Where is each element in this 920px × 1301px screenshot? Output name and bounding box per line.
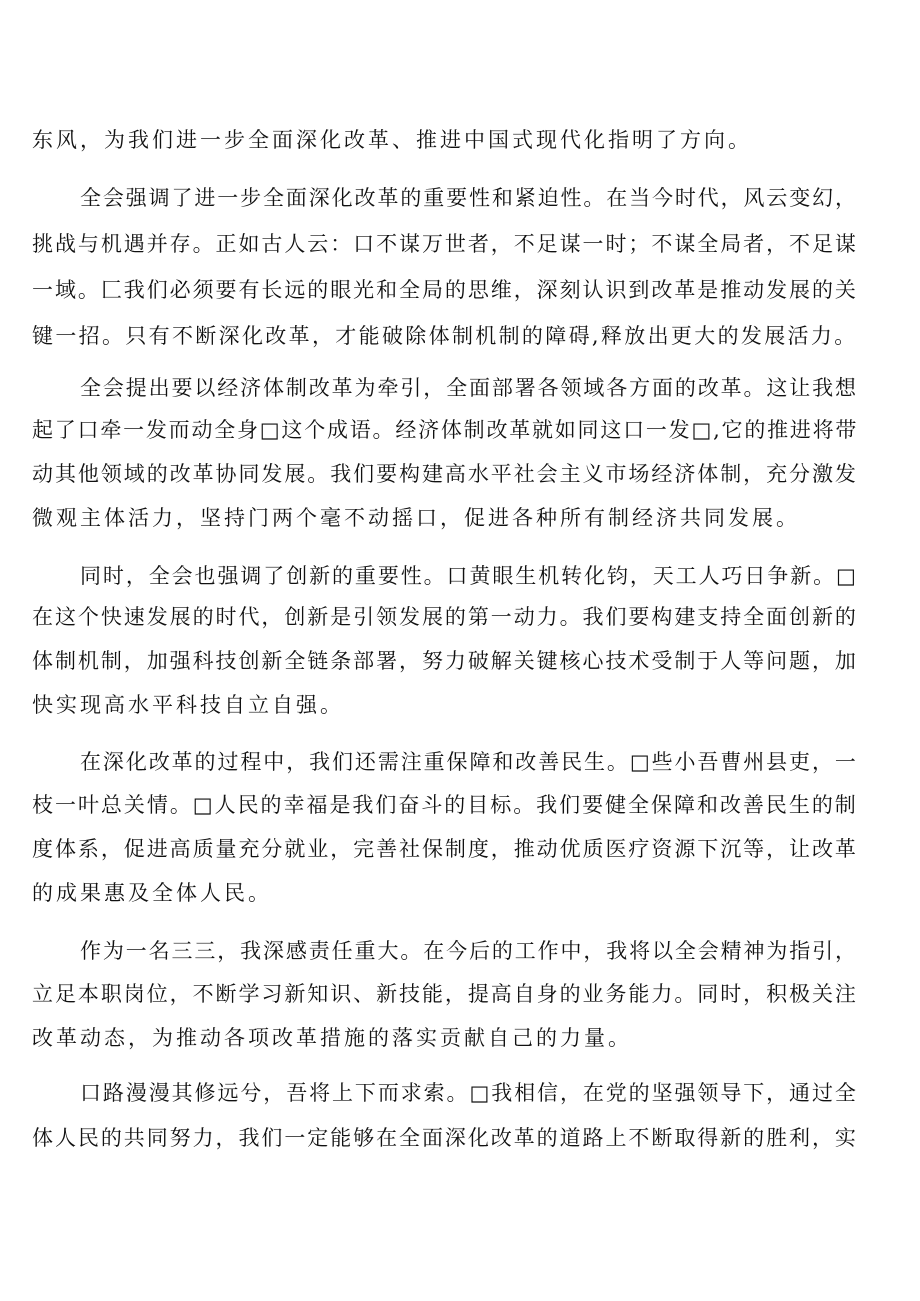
- text-line: 在这个快速发展的时代，创新是引领发展的第一动力。我们要构建支持全面创新的: [32, 605, 858, 629]
- text-line: 起了口牵一发而动全身□这个成语。经济体制改革就如同这口一发□,它的推进将带: [32, 418, 859, 442]
- text-line: 体制机制，加强科技创新全链条部署，努力破解关键核心技术受制于人等问题，加: [32, 649, 858, 673]
- text-line: 立足本职岗位，不断学习新知识、新技能，提高自身的业务能力。同时，积极关注: [32, 982, 858, 1006]
- text-line: 体人民的共同努力，我们一定能够在全面深化改革的道路上不断取得新的胜利，实: [32, 1126, 858, 1150]
- text-line: 一域。匚我们必须要有长远的眼光和全局的思维，深刻认识到改革是推动发展的关: [32, 278, 858, 302]
- text-line: 全会强调了进一步全面深化改革的重要性和紧迫性。在当今时代，风云变幻，: [80, 186, 858, 210]
- text-line: 在深化改革的过程中，我们还需注重保障和改善民生。□些小吾曹州县吏，一: [80, 750, 858, 774]
- text-line: 的成果惠及全体人民。: [32, 881, 272, 905]
- text-line: 全会提出要以经济体制改革为牵引，全面部署各领域各方面的改革。这让我想: [80, 376, 858, 400]
- text-line: 挑战与机遇并存。正如古人云：口不谋万世者，不足谋一时；不谋全局者，不足谋: [32, 232, 858, 256]
- text-line: 度体系，促进高质量充分就业，完善社保制度，推动优质医疗资源下沉等，让改革: [32, 837, 858, 861]
- text-line: 键一招。只有不断深化改革，才能破除体制机制的障碍,释放出更大的发展活力。: [32, 324, 858, 348]
- text-line: 微观主体活力，坚持门两个毫不动摇口，促进各种所有制经济共同发展。: [32, 506, 800, 530]
- text-line: 同时，全会也强调了创新的重要性。口黄眼生机转化钧，天工人巧日争新。□: [80, 564, 858, 588]
- text-line: 枝一叶总关情。□人民的幸福是我们奋斗的目标。我们要健全保障和改善民生的制: [32, 793, 858, 817]
- text-line: 作为一名三三，我深感责任重大。在今后的工作中，我将以全会精神为指引，: [80, 939, 858, 963]
- text-line: 口路漫漫其修远兮，吾将上下而求索。□我相信，在党的坚强领导下，通过全: [80, 1081, 858, 1105]
- text-line: 动其他领域的改革协同发展。我们要构建高水平社会主义市场经济体制，充分激发: [32, 462, 858, 486]
- text-line: 改革动态，为推动各项改革措施的落实贡献自己的力量。: [32, 1026, 632, 1050]
- text-line: 东风，为我们进一步全面深化改革、推进中国式现代化指明了方向。: [32, 128, 752, 152]
- text-line: 快实现高水平科技自立自强。: [32, 693, 344, 717]
